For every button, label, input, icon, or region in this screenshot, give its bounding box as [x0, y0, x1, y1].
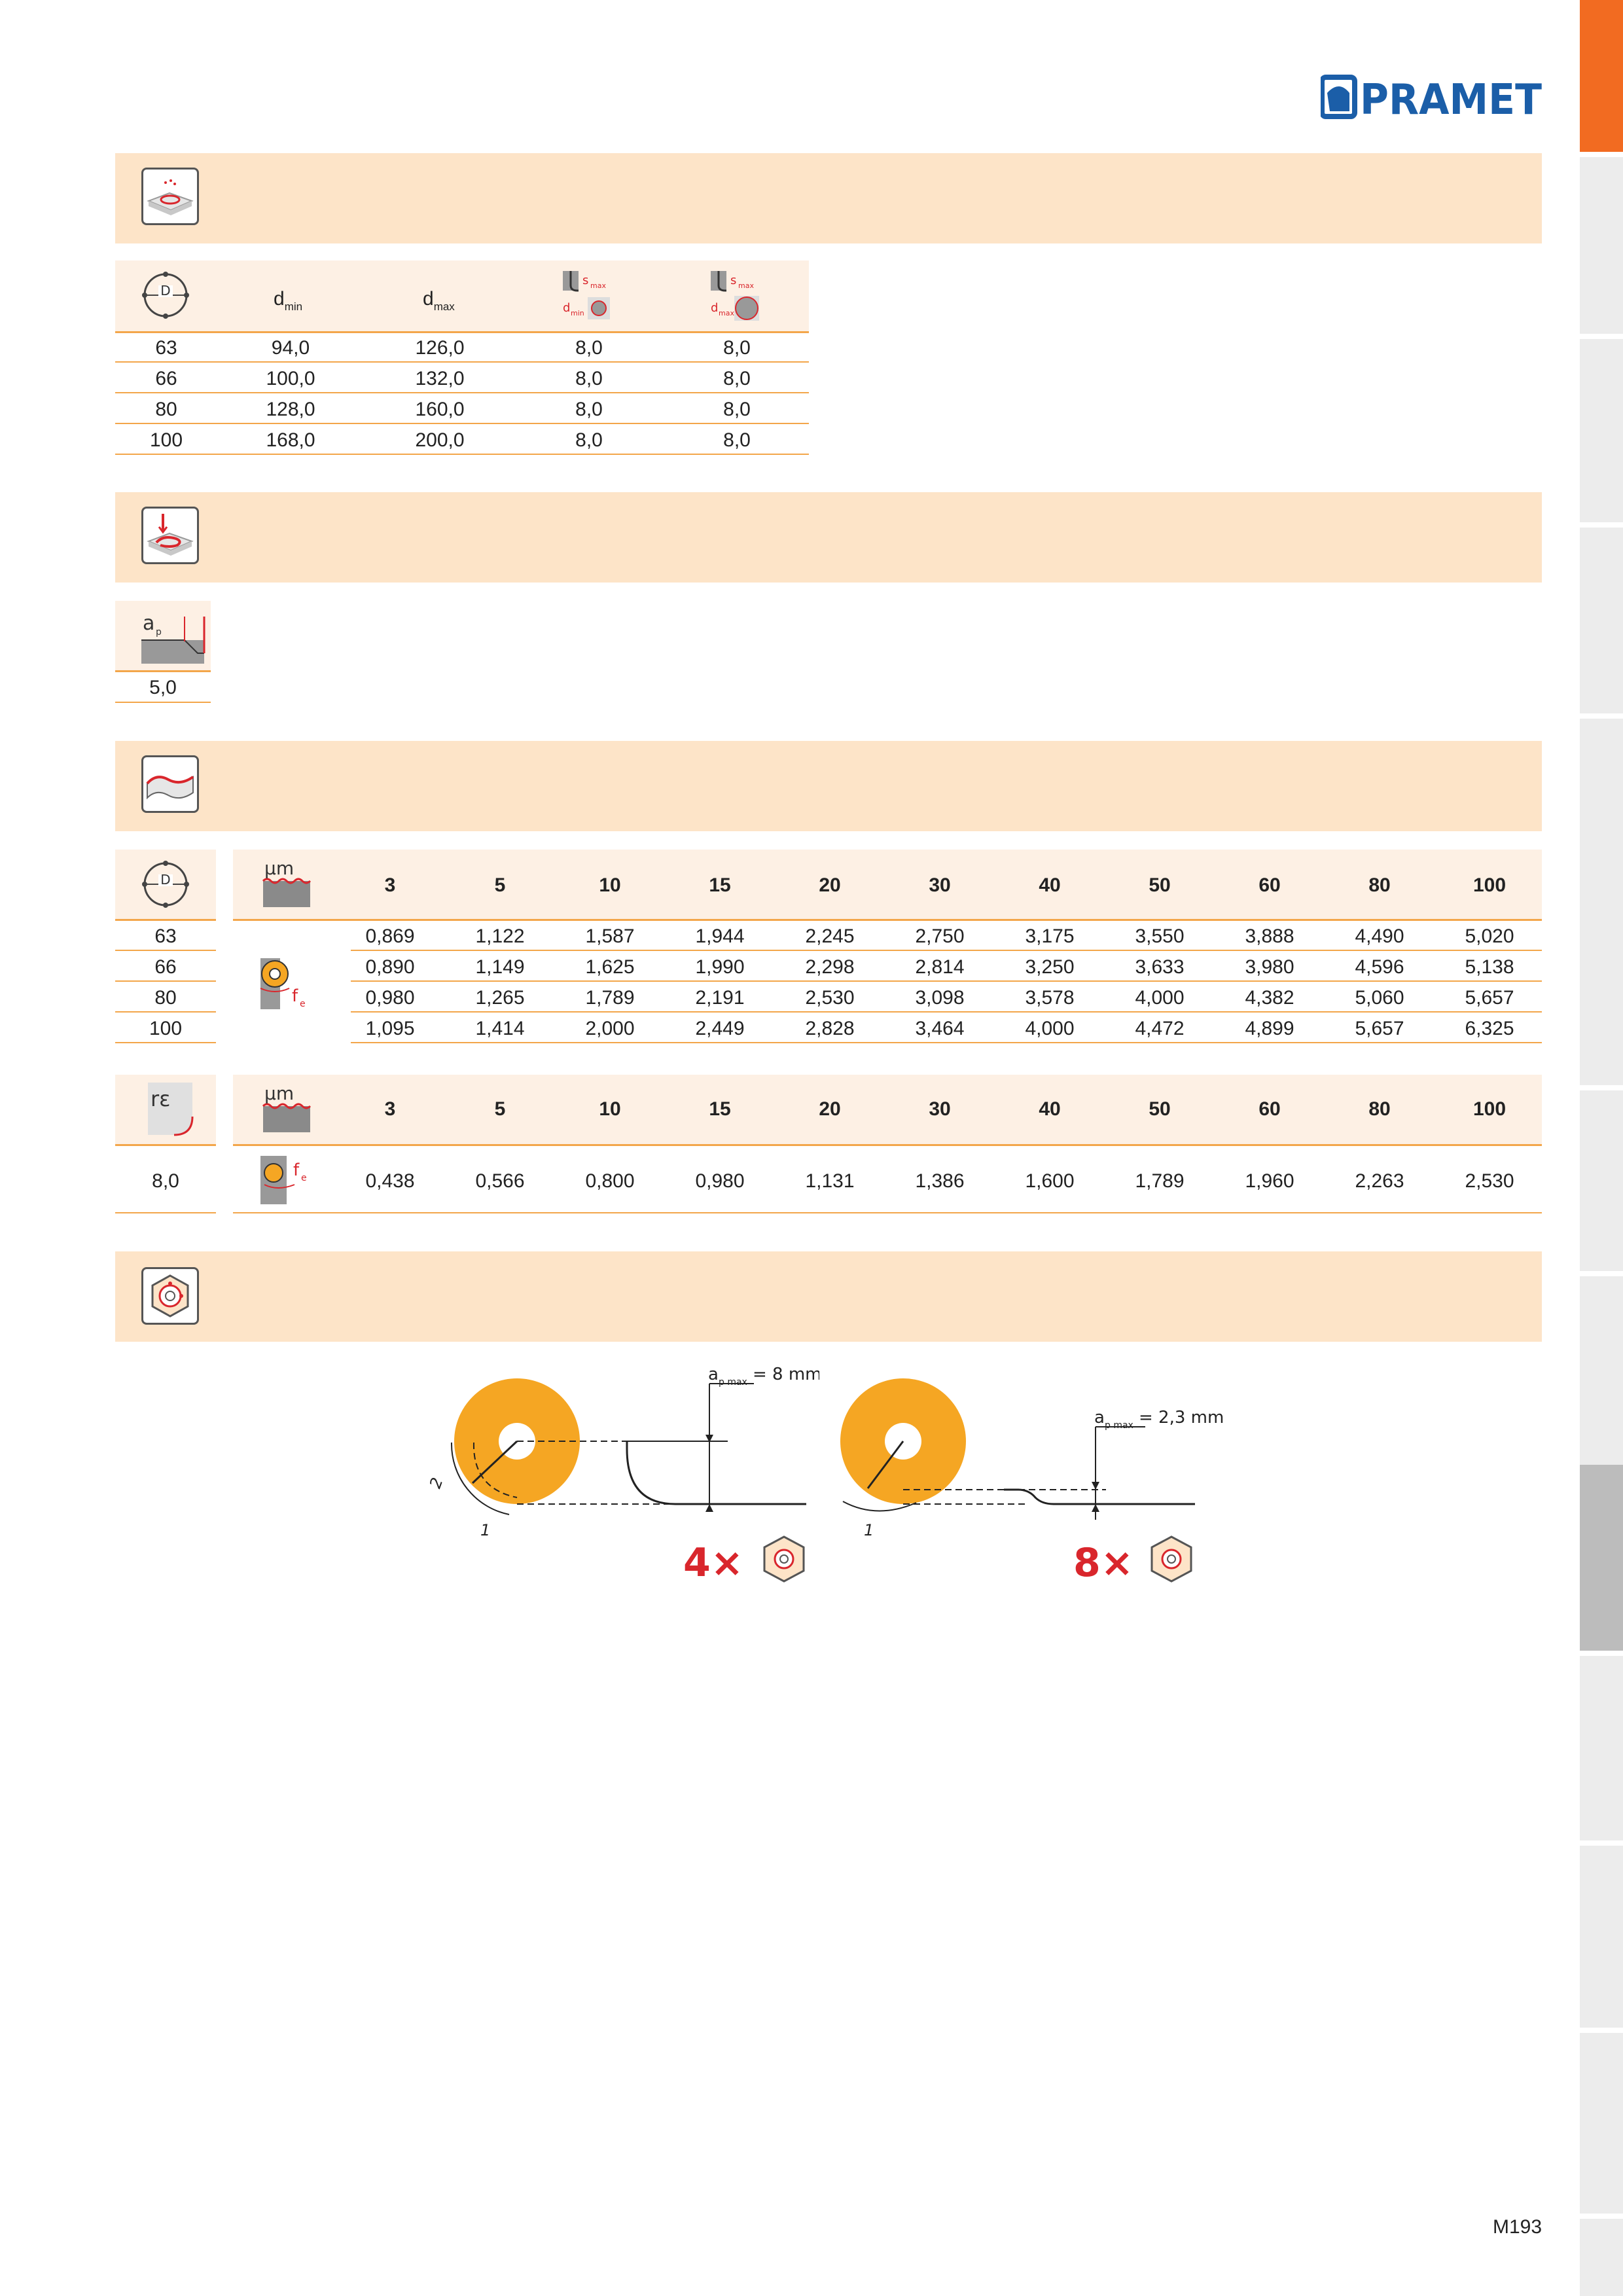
table-cell: 200,0 — [415, 429, 465, 451]
table-cell: 66 — [155, 368, 177, 389]
position-1-label: 1 — [864, 1521, 874, 1539]
pocket-milling-icon — [141, 168, 199, 225]
table-cell: 0,438 — [365, 1170, 415, 1192]
table-cell: 4,899 — [1245, 1018, 1294, 1039]
brand-logo — [1321, 73, 1544, 122]
table-cell: 100 — [149, 429, 183, 451]
table-cell: 8,0 — [575, 399, 603, 420]
row-line — [115, 980, 216, 982]
row-line — [115, 702, 211, 703]
side-tab[interactable] — [1580, 157, 1623, 334]
table-cell: 0,800 — [585, 1170, 635, 1192]
column-header: 30 — [929, 1098, 951, 1120]
table-cell: 5,138 — [1465, 956, 1514, 978]
table-cell: 1,122 — [475, 925, 525, 947]
svg-text:max: max — [738, 281, 754, 290]
table-cell: 1,095 — [365, 1018, 415, 1039]
side-tab[interactable] — [1580, 1846, 1623, 2028]
column-header: 50 — [1149, 1098, 1171, 1120]
table-cell: 2,814 — [915, 956, 965, 978]
table-cell: 8,0 — [575, 429, 603, 451]
column-header: 80 — [1368, 874, 1391, 896]
svg-text:D: D — [160, 872, 171, 888]
table4-header-line — [115, 1144, 216, 1146]
row-line — [115, 454, 809, 455]
indexing-diagram-left — [401, 1364, 819, 1600]
table-cell: 4,000 — [1135, 987, 1185, 1009]
row-line — [351, 980, 1542, 982]
column-header: 100 — [1472, 874, 1507, 896]
table-cell: 2,530 — [1465, 1170, 1514, 1192]
row-line — [115, 950, 216, 951]
side-tab[interactable] — [1580, 2219, 1623, 2296]
column-header: 5 — [494, 1098, 506, 1120]
roughness-icon — [260, 856, 313, 912]
dmax-header: $d_{max}$ — [423, 288, 455, 313]
row-line — [115, 1212, 216, 1213]
table-cell: 128,0 — [266, 399, 315, 420]
table-cell: 94,0 — [271, 337, 310, 359]
column-header: 20 — [819, 1098, 841, 1120]
dmin-header: $d_{min}$ — [274, 288, 303, 313]
re-label: rε — [151, 1086, 171, 1111]
roughness-icon — [260, 1081, 313, 1138]
svg-text:p: p — [156, 627, 162, 637]
table-cell: 3,250 — [1025, 956, 1075, 978]
table-cell: 1,414 — [475, 1018, 525, 1039]
side-tab[interactable] — [1580, 1276, 1623, 1466]
edge-count: 4× — [683, 1540, 744, 1586]
insert-indexing-icon — [141, 1267, 199, 1325]
row-line — [115, 392, 809, 393]
table-cell: 0,890 — [365, 956, 415, 978]
table-cell: 1,625 — [585, 956, 635, 978]
table-cell: 1,944 — [695, 925, 745, 947]
svg-text:s: s — [730, 274, 737, 287]
table-cell: 5,657 — [1355, 1018, 1404, 1039]
table-cell: 0,869 — [365, 925, 415, 947]
ap-value: = 8 mm — [753, 1365, 819, 1384]
svg-text:s: s — [582, 274, 589, 287]
table-cell: 4,490 — [1355, 925, 1404, 947]
table-cell: 100,0 — [266, 368, 315, 389]
re-value: 8,0 — [152, 1170, 179, 1192]
table3-header-line — [115, 919, 216, 921]
table-cell: 4,000 — [1025, 1018, 1075, 1039]
table-cell: 2,449 — [695, 1018, 745, 1039]
table-cell: 1,960 — [1245, 1170, 1294, 1192]
svg-text:d: d — [563, 301, 571, 315]
table2-header-line — [115, 670, 211, 672]
table-cell: 0,566 — [475, 1170, 525, 1192]
table-cell: 3,175 — [1025, 925, 1075, 947]
unit-label: µm — [264, 1083, 294, 1104]
svg-text:e: e — [301, 1173, 307, 1183]
row-line — [351, 1042, 1542, 1043]
svg-text:f: f — [292, 986, 298, 1006]
table-cell: 5,020 — [1465, 925, 1514, 947]
table-cell: 1,990 — [695, 956, 745, 978]
table-cell: 3,888 — [1245, 925, 1294, 947]
ramping-icon — [141, 507, 199, 564]
table3-header-line — [233, 919, 1542, 921]
table-cell: 0,980 — [365, 987, 415, 1009]
table-cell: 4,596 — [1355, 956, 1404, 978]
table-cell: 2,530 — [805, 987, 855, 1009]
column-header: 10 — [599, 1098, 621, 1120]
table-cell: 1,587 — [585, 925, 635, 947]
ap-sub: p max — [719, 1377, 747, 1388]
column-header: 60 — [1258, 874, 1281, 896]
smax-dmin-icon — [562, 268, 620, 323]
table-cell: 168,0 — [266, 429, 315, 451]
ap-value: 5,0 — [149, 677, 177, 698]
table-cell: 2,191 — [695, 987, 745, 1009]
column-header: 3 — [384, 874, 396, 896]
table-cell: 8,0 — [575, 368, 603, 389]
ap-value: = 2,3 mm — [1139, 1408, 1224, 1427]
table-cell: 3,550 — [1135, 925, 1185, 947]
table-cell: 126,0 — [415, 337, 465, 359]
table-cell: 1,789 — [585, 987, 635, 1009]
column-header: 20 — [819, 874, 841, 896]
table-cell: 8,0 — [723, 337, 751, 359]
table-cell: 132,0 — [415, 368, 465, 389]
row-line — [233, 1212, 1542, 1213]
position-2-label: 2 — [425, 1475, 447, 1491]
table-cell: 100 — [149, 1018, 183, 1039]
unit-label: µm — [264, 857, 294, 879]
page-number: M193 — [1492, 2216, 1542, 2238]
table-cell: 3,980 — [1245, 956, 1294, 978]
section-band-2 — [115, 492, 1542, 583]
row-line — [115, 1011, 216, 1013]
column-header: 15 — [709, 1098, 731, 1120]
position-1-label: 1 — [480, 1521, 491, 1539]
table-cell: 2,750 — [915, 925, 965, 947]
svg-text:D: D — [160, 283, 171, 298]
table-cell: 8,0 — [723, 429, 751, 451]
table-cell: 1,386 — [915, 1170, 965, 1192]
table-cell: 1,131 — [805, 1170, 855, 1192]
column-header: 10 — [599, 874, 621, 896]
column-header: 30 — [929, 874, 951, 896]
table-cell: 2,298 — [805, 956, 855, 978]
table4-header-line — [233, 1144, 1542, 1146]
svg-text:f: f — [293, 1160, 300, 1180]
table-cell: 8,0 — [723, 399, 751, 420]
table-cell: 5,060 — [1355, 987, 1404, 1009]
table-cell: 8,0 — [575, 337, 603, 359]
table-cell: 5,657 — [1465, 987, 1514, 1009]
side-tab[interactable] — [1580, 2033, 1623, 2214]
brand-name: PRAMET — [1360, 76, 1543, 122]
column-header: 50 — [1149, 874, 1171, 896]
fe-corner-icon — [258, 1153, 317, 1207]
edge-count: 8× — [1073, 1540, 1134, 1586]
diameter-icon — [140, 859, 191, 910]
table-cell: 1,265 — [475, 987, 525, 1009]
table-cell: 1,600 — [1025, 1170, 1075, 1192]
table-cell: 2,263 — [1355, 1170, 1404, 1192]
table-cell: 66 — [154, 956, 177, 978]
section-band-3 — [115, 741, 1542, 831]
table-cell: 4,382 — [1245, 987, 1294, 1009]
side-tab[interactable] — [1580, 1656, 1623, 1840]
table-cell: 6,325 — [1465, 1018, 1514, 1039]
column-header: 80 — [1368, 1098, 1391, 1120]
svg-text:min: min — [571, 309, 584, 317]
ap-icon — [139, 607, 211, 666]
side-tab-selected[interactable] — [1580, 1465, 1623, 1651]
svg-text:max: max — [719, 309, 734, 317]
table-cell: 8,0 — [723, 368, 751, 389]
diameter-icon — [140, 270, 191, 321]
table1-header — [115, 260, 809, 331]
ap-sub: p max — [1105, 1420, 1133, 1431]
column-header: 40 — [1039, 874, 1061, 896]
column-header: 15 — [709, 874, 731, 896]
column-header: 60 — [1258, 1098, 1281, 1120]
table-cell: 3,633 — [1135, 956, 1185, 978]
table-cell: 160,0 — [415, 399, 465, 420]
fe-face-milling-icon — [258, 954, 317, 1013]
svg-text:d: d — [711, 301, 719, 315]
column-header: 100 — [1472, 1098, 1507, 1120]
row-line — [115, 361, 809, 363]
side-tab[interactable] — [1580, 528, 1623, 713]
column-header: 40 — [1039, 1098, 1061, 1120]
row-line — [115, 423, 809, 424]
row-line — [351, 950, 1542, 951]
table-cell: 63 — [155, 337, 177, 359]
row-line — [115, 1042, 216, 1043]
table-cell: 2,245 — [805, 925, 855, 947]
corner-radius-icon — [145, 1080, 198, 1138]
row-line — [351, 1011, 1542, 1013]
table-cell: 3,098 — [915, 987, 965, 1009]
column-header: 5 — [494, 874, 506, 896]
table1-header-line — [115, 331, 809, 333]
table-cell: 3,578 — [1025, 987, 1075, 1009]
column-header: 3 — [384, 1098, 396, 1120]
table-cell: 80 — [155, 399, 177, 420]
svg-text:a: a — [143, 612, 155, 635]
smax-dmax-icon — [709, 268, 768, 323]
table-cell: 2,828 — [805, 1018, 855, 1039]
table-cell: 1,789 — [1135, 1170, 1185, 1192]
svg-text:max: max — [590, 281, 606, 290]
table-cell: 80 — [154, 987, 177, 1009]
table-cell: 3,464 — [915, 1018, 965, 1039]
table-cell: 1,149 — [475, 956, 525, 978]
table-cell: 0,980 — [695, 1170, 745, 1192]
svg-text:e: e — [300, 999, 306, 1009]
section-band-1 — [115, 153, 1542, 243]
section-band-4 — [115, 1251, 1542, 1342]
indexing-diagram-right — [831, 1364, 1237, 1600]
side-tab-active[interactable] — [1580, 0, 1623, 152]
side-tab[interactable] — [1580, 719, 1623, 1085]
side-tab[interactable] — [1580, 339, 1623, 522]
side-tab[interactable] — [1580, 1090, 1623, 1271]
ap-label: a — [708, 1365, 719, 1384]
table-cell: 63 — [154, 925, 177, 947]
ap-label: a — [1094, 1408, 1105, 1427]
table-cell: 4,472 — [1135, 1018, 1185, 1039]
table-cell: 2,000 — [585, 1018, 635, 1039]
profiling-icon — [141, 755, 199, 813]
